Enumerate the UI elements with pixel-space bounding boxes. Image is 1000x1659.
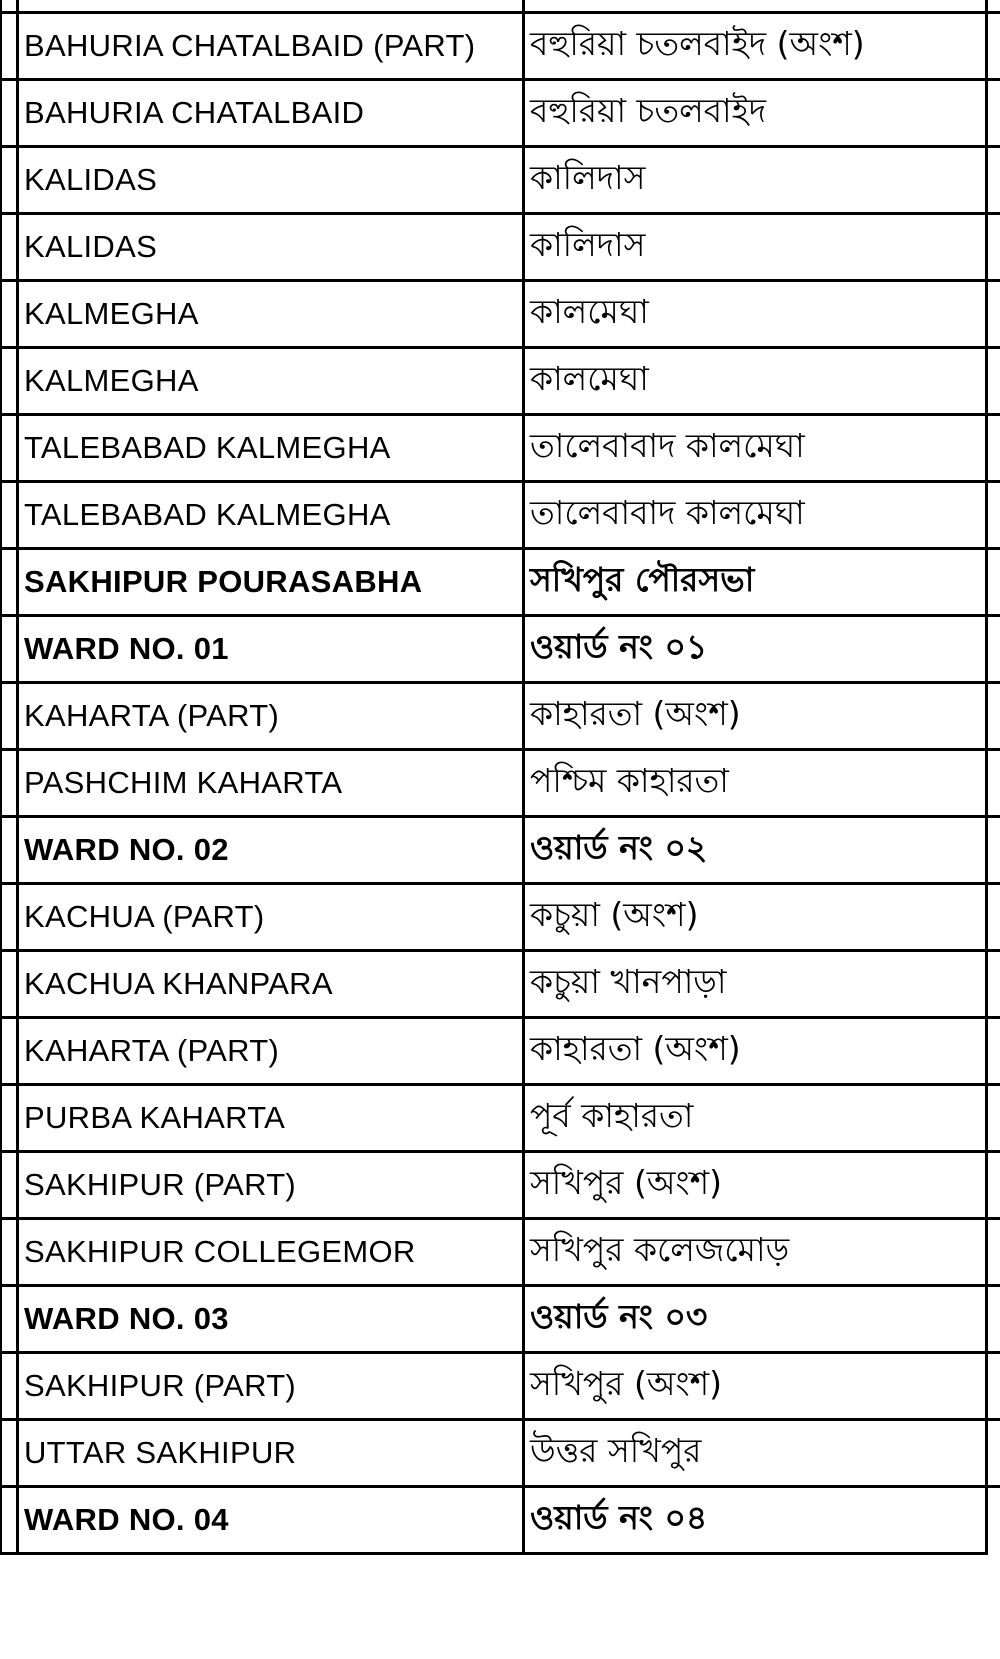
english-name-cell: KALIDAS [24, 228, 158, 264]
bangla-name-cell: সখিপুর (অংশ) [530, 1363, 723, 1403]
english-name-cell: KALIDAS [24, 161, 158, 197]
english-name-cell: BAHURIA CHATALBAID (PART) [24, 27, 476, 63]
row-divider [0, 1351, 1000, 1354]
table-row [0, 79, 1000, 146]
table-row [0, 883, 1000, 950]
bangla-name-cell: পূর্ব কাহারতা [530, 1095, 694, 1135]
column-divider [16, 0, 19, 1555]
row-divider [0, 949, 1000, 952]
table-row [0, 816, 1000, 883]
row-divider [0, 815, 1000, 818]
row-divider [0, 1016, 1000, 1019]
english-name-cell: KALMEGHA [24, 295, 199, 331]
bangla-name-cell: কালমেঘা [530, 358, 649, 398]
bangla-name-cell: কচুয়া খানপাড়া [530, 961, 727, 1001]
row-divider [0, 78, 1000, 81]
table-row [0, 1017, 1000, 1084]
english-name-cell: WARD NO. 02 [24, 831, 229, 867]
bangla-name-cell: সখিপুর (অংশ) [530, 1162, 723, 1202]
table-row [0, 749, 1000, 816]
bangla-name-cell: পশ্চিম কাহারতা [530, 760, 729, 800]
english-name-cell: KAHARTA (PART) [24, 1032, 280, 1068]
english-name-cell: SAKHIPUR COLLEGEMOR [24, 1233, 416, 1269]
row-divider [0, 882, 1000, 885]
row-divider [0, 1418, 1000, 1421]
bangla-name-cell: ওয়ার্ড নং ০৪ [530, 1497, 708, 1537]
bangla-name-cell: বহুরিয়া চতলবাইদ (অংশ) [530, 23, 865, 63]
table-row [0, 1218, 1000, 1285]
bangla-name-cell: কাহারতা (অংশ) [530, 1028, 741, 1068]
bangla-name-cell: বহুরিয়া চতলবাইদ [530, 90, 767, 130]
bangla-name-cell: কাহারতা (অংশ) [530, 693, 741, 733]
row-divider [0, 1083, 1000, 1086]
table-row [0, 1151, 1000, 1218]
table-row [0, 1419, 1000, 1486]
bangla-name-cell: কালমেঘা [530, 291, 649, 331]
page-edge-border [0, 0, 2, 1555]
table-row [0, 146, 1000, 213]
bangla-name-cell: কালিদাস [530, 224, 646, 264]
bangla-name-cell: ওয়ার্ড নং ০৩ [530, 1296, 708, 1336]
row-divider [0, 1552, 986, 1555]
table-row [0, 213, 1000, 280]
english-name-cell: SAKHIPUR POURASABHA [24, 563, 423, 599]
row-divider [0, 346, 1000, 349]
table-row [0, 481, 1000, 548]
english-name-cell: KALMEGHA [24, 362, 199, 398]
bangla-name-cell: ওয়ার্ড নং ০১ [530, 626, 708, 666]
english-name-cell: WARD NO. 03 [24, 1300, 229, 1336]
row-divider [0, 1284, 1000, 1287]
english-name-cell: PURBA KAHARTA [24, 1099, 286, 1135]
row-divider [0, 1485, 1000, 1488]
english-name-cell: WARD NO. 04 [24, 1501, 229, 1537]
table-row [0, 347, 1000, 414]
bangla-name-cell: তালেবাবাদ কালমেঘা [530, 425, 805, 465]
english-name-cell: TALEBABAD KALMEGHA [24, 496, 391, 532]
table-row [0, 414, 1000, 481]
bangla-name-cell: কচুয়া (অংশ) [530, 894, 699, 934]
row-divider [0, 547, 1000, 550]
row-divider [0, 681, 1000, 684]
english-name-cell: KACHUA KHANPARA [24, 965, 333, 1001]
english-name-cell: UTTAR SAKHIPUR [24, 1434, 297, 1470]
table-row [0, 1285, 1000, 1352]
table-row [0, 1084, 1000, 1151]
bangla-name-cell: ওয়ার্ড নং ০২ [530, 827, 708, 867]
row-divider [0, 1217, 1000, 1220]
row-divider [0, 279, 1000, 282]
bangla-name-cell: উত্তর সখিপুর [530, 1430, 702, 1470]
english-name-cell: PASHCHIM KAHARTA [24, 764, 343, 800]
english-name-cell: WARD NO. 01 [24, 630, 229, 666]
table-row [0, 12, 1000, 79]
english-name-cell: KAHARTA (PART) [24, 697, 280, 733]
bangla-name-cell: কালিদাস [530, 157, 646, 197]
row-divider [0, 145, 1000, 148]
table-row [0, 1486, 1000, 1553]
table-row [0, 548, 1000, 615]
bangla-name-cell: সখিপুর পৌরসভা [530, 559, 755, 599]
row-divider [0, 480, 1000, 483]
table-row [0, 1352, 1000, 1419]
table-row [0, 280, 1000, 347]
english-name-cell: SAKHIPUR (PART) [24, 1166, 297, 1202]
row-divider [0, 748, 1000, 751]
table-row [0, 950, 1000, 1017]
row-divider [0, 413, 1000, 416]
row-divider [0, 212, 1000, 215]
row-divider [0, 11, 1000, 14]
bangla-name-cell: সখিপুর কলেজমোড় [530, 1229, 790, 1269]
bangla-name-cell: তালেবাবাদ কালমেঘা [530, 492, 805, 532]
table-row [0, 615, 1000, 682]
row-divider [0, 614, 1000, 617]
english-name-cell: SAKHIPUR (PART) [24, 1367, 297, 1403]
english-name-cell: TALEBABAD KALMEGHA [24, 429, 391, 465]
column-divider [985, 0, 988, 1555]
table-row [0, 682, 1000, 749]
english-name-cell: KACHUA (PART) [24, 898, 265, 934]
column-divider [522, 0, 525, 1555]
row-divider [0, 1150, 1000, 1153]
english-name-cell: BAHURIA CHATALBAID [24, 94, 365, 130]
